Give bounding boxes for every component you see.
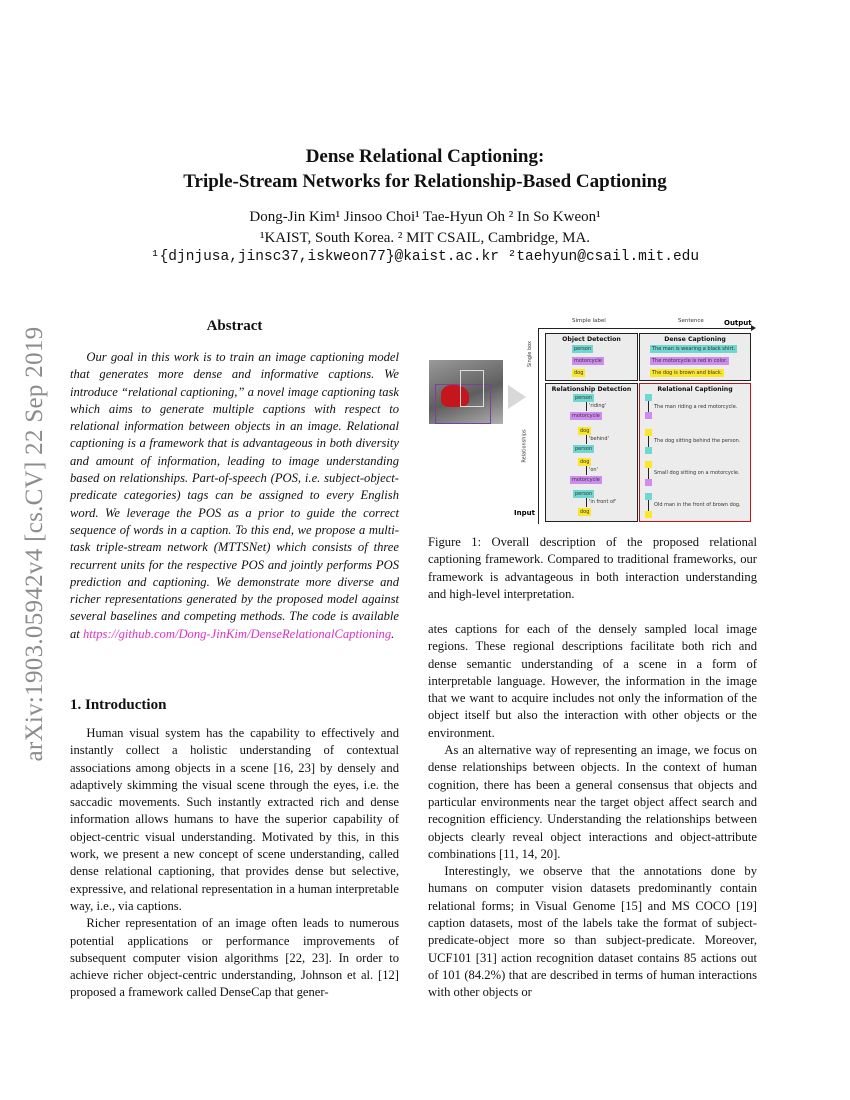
figure-1 (425, 315, 760, 525)
arrow-icon (508, 385, 526, 409)
caption: Small dog sitting on a motorcycle. (654, 470, 740, 476)
predicate: 'on' (589, 467, 598, 473)
predicate: 'behind' (589, 436, 609, 442)
intro-paragraph-2: Richer representation of an image often leads to numerous potential applications or performance improvements of subsequent computer vision algorithms [22, 23]. In order to achieve richer object-centric understanding, Johnson et al. [12] proposed a framework called DenseCap that gener- (70, 916, 399, 1000)
intro-body (70, 725, 399, 1002)
tag: dog (580, 509, 590, 515)
axis-label-input: Input (514, 509, 535, 517)
tag: person (575, 446, 593, 452)
title-line-1: Dense Relational Captioning: (305, 146, 545, 167)
tag: person (574, 346, 592, 352)
tag: dog (580, 459, 590, 465)
title-line-2: Triple-Stream Networks for Relationship-Based Captioning (183, 171, 667, 192)
tag: motorcycle (574, 358, 602, 364)
box-title: Object Detection (562, 336, 621, 343)
axis-label-sentence: Sentence (678, 318, 704, 324)
input-photo (429, 360, 503, 424)
axis-label-output: Output (724, 319, 752, 327)
tag: person (575, 395, 593, 401)
axis-label-simple: Simple label (572, 318, 606, 324)
box-title: Relationship Detection (551, 386, 632, 393)
caption: The dog sitting behind the person. (654, 438, 741, 444)
tag: motorcycle (572, 477, 600, 483)
axis-label-single-box: Single box (527, 341, 533, 367)
right-paragraph-2: As an alternative way of representing an image, we focus on dense relationships between objects. In the context of human cognition, there has been a general consensus that objects and particular environments near the target object affect search and recognition efficiency. Understanding the relationships between objects clearly reveal object interactions and object-attribute combinations [11, 14, 20]. (428, 743, 757, 861)
code-link[interactable]: https://github.com/Dong-JinKim/DenseRelationalCaptioning (82, 626, 392, 641)
caption: The man riding a red motorcycle. (654, 404, 738, 410)
axis-label-relationships: Relationships (521, 429, 528, 463)
tag: motorcycle (572, 413, 600, 419)
abstract-text: Our goal in this work is to train an image captioning model that generates more dense and informative captions. We introduce “relational captioning,” a novel image captioning task which aims to generate multiple captions with respect to relational information between objects in an image. Relational captioning is a framework that is advantageous in both diversity and amount of information, leading to image understanding based on relationships. Part-of-speech (POS, i.e. subject-object-predicate categories) tags can be assigned to every English word. We leverage the POS as a prior to guide the correct sequence of words in a caption. To this end, we propose a multi-task triple-stream network (MTTSNet) which consists of three recurrent units for the respective POS and jointly performs POS prediction and captioning. We demonstrate more diverse and richer representations generated by the proposed model against several baselines and competing methods. The code is available at (70, 350, 399, 641)
authors: Dong-Jin Kim¹ Jinsoo Choi¹ Tae-Hyun Oh ² In So Kweon¹ (249, 209, 601, 225)
predicate: 'in front of' (589, 499, 617, 505)
abstract-body: Our goal in this work is to train an image captioning model that generates more dense and informative captions. We introduce “relational captioning,” a novel image captioning task which aims to generate multiple captions with respect to relational information between objects in an image. Relational captioning is a framework that is advantageous in both diversity and amount of information, leading to image understanding based on relationships. Part-of-speech (POS, i.e. subject-object-predicate categories) tags can be assigned to every English word. We leverage the POS as a prior to guide the correct sequence of words in a caption. To this end, we propose a multi-task triple-stream network (MTTSNet) which consists of three recurrent units for the respective POS and jointly performs POS prediction and captioning. We demonstrate more diverse and richer representations generated by the proposed model against several baselines and competing methods. The code is available at https://github.com/Dong-JinKim/DenseRelationalCaptioning. (70, 350, 399, 641)
caption: The dog is brown and black. (652, 370, 723, 376)
relationship-detection-box (545, 383, 638, 522)
tag: dog (574, 370, 584, 376)
predicate: 'riding' (589, 403, 607, 409)
box-title: Dense Captioning (664, 336, 726, 343)
tag: dog (580, 428, 590, 434)
caption-text: Figure 1: Overall description of the proposed relational captioning framework. Compared to traditional frameworks, our framework is advantageous in both interaction understanding and high-level interpretation. (428, 535, 757, 601)
object-detection-box (545, 333, 638, 381)
arxiv-stamp: arXiv:1903.05942v4 [cs.CV] 22 Sep 2019 (21, 326, 48, 762)
abstract-heading: Abstract (206, 318, 263, 334)
caption: The man is wearing a black shirt. (652, 346, 736, 352)
affiliations: ¹KAIST, South Korea. ² MIT CSAIL, Cambridge, MA. (259, 230, 591, 246)
dense-captioning-box (639, 333, 751, 381)
relational-captioning-box (639, 383, 751, 522)
output-axis (538, 328, 752, 329)
figure-caption (428, 534, 757, 603)
input-axis (538, 328, 539, 524)
caption: The motorcycle is red in color. (652, 358, 728, 364)
right-column-body (428, 621, 757, 1002)
right-paragraph-1: ates captions for each of the densely sampled local image regions. These regional descriptions facilitate both rich and dense semantic understanding of a scene in a form of interpretable language. However, the information in the image that we want to acquire includes not only the information of the object itself but also the interaction with other objects or the environment. (428, 622, 757, 740)
right-paragraph-3: Interestingly, we observe that the annotations done by humans on computer vision datasets predominantly contain relational forms; in Visual Genome [15] and MS COCO [19] caption datasets, most of the labels take the format of subject-predicate-object more so than subject-predicate. Moreover, UCF101 [31] action recognition dataset contains 85 actions out of 101 (84.2%) that are described in terms of human interactions with other objects or (428, 864, 757, 1000)
intro-paragraph-1: Human visual system has the capability to effectively and instantly collect a holistic understanding of contextual associations among objects in a scene [16, 23] by densely and adaptively skimming the visual scene through the eyes, i.e. the saccadic movements. Such instantly extracted rich and dense information allows humans to have the superior capability of object-centric visual understanding. Motivated by this, in this work, we present a new concept of scene understanding, called dense relational captioning, that provides dense but selective, expressive, and relational representation in a human interpretable way, i.e., via captions. (70, 726, 399, 913)
box-title: Relational Captioning (657, 386, 733, 393)
emails: ¹{djnjusa,jinsc37,iskweon77}@kaist.ac.kr ²taehyun@csail.mit.edu (150, 249, 700, 265)
intro-heading: 1. Introduction (70, 697, 167, 713)
caption: Old man in the front of brown dog. (654, 502, 741, 508)
tag: person (575, 491, 593, 497)
